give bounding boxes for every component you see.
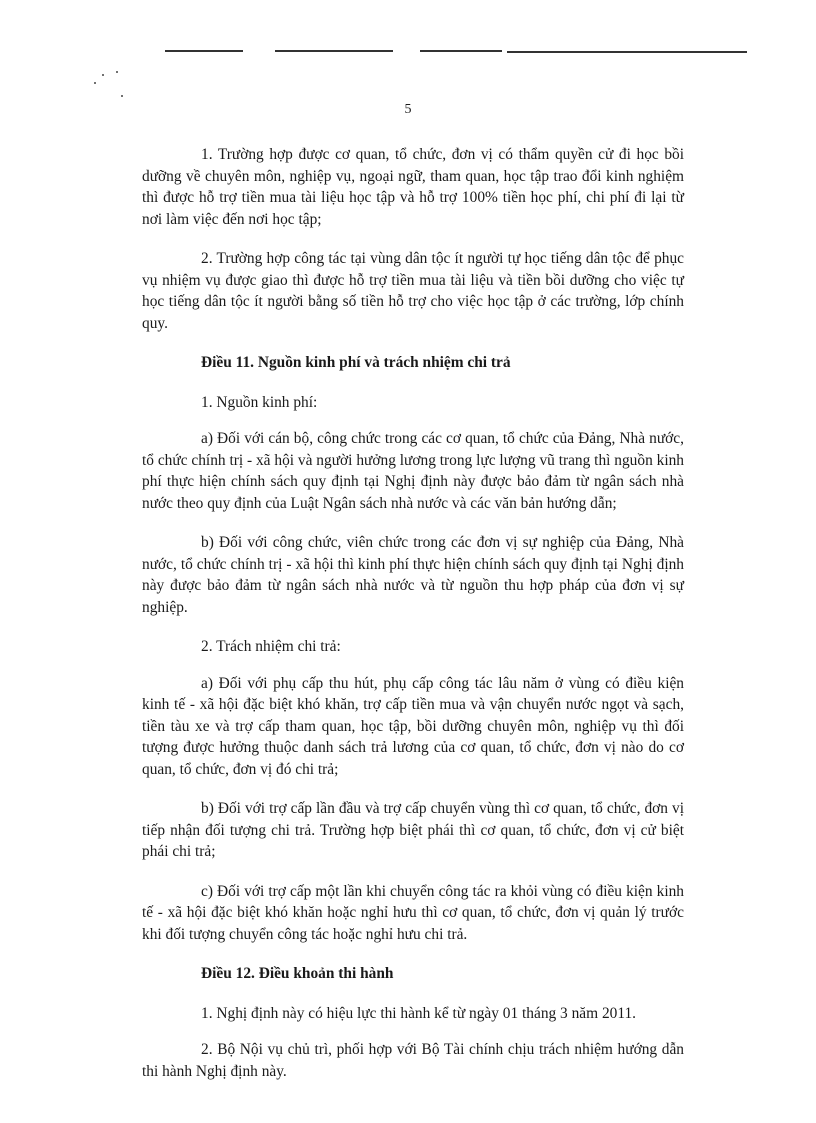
article-11-heading: Điều 11. Nguồn kinh phí và trách nhiệm chi trả xyxy=(201,354,511,371)
paragraph: 1. Nghị định này có hiệu lực thi hành kể từ ngày 01 tháng 3 năm 2011. xyxy=(201,1004,637,1022)
header-rule-segment xyxy=(507,51,747,53)
article-12-heading: Điều 12. Điều khoản thi hành xyxy=(201,965,394,982)
header-rule-segment xyxy=(275,50,393,52)
scan-speck xyxy=(121,95,123,97)
scan-speck xyxy=(102,74,104,76)
document-body xyxy=(142,144,684,1100)
scan-speck xyxy=(94,82,96,84)
paragraph: c) Đối với trợ cấp một lần khi chuyển công tác ra khỏi vùng có điều kiện kinh tế - xã hội đặc biệt khó khăn hoặc nghỉ hưu thì cơ quan, tổ chức, đơn vị quản lý trước khi đối tượng chuyển công tác hoặc nghỉ hưu chi trả. xyxy=(142,882,684,943)
paragraph: b) Đối với trợ cấp lần đầu và trợ cấp chuyển vùng thì cơ quan, tổ chức, đơn vị tiếp nhận đối tượng chi trả. Trường hợp biệt phái thì cơ quan, tổ chức, đơn vị cử biệt phái chi trả; xyxy=(142,800,684,860)
header-rule-segment xyxy=(165,50,243,52)
page-number: 5 xyxy=(404,102,412,117)
paragraph: 2. Bộ Nội vụ chủ trì, phối hợp với Bộ Tài chính chịu trách nhiệm hướng dẫn thi hành Nghị định này. xyxy=(142,1041,684,1080)
paragraph: 1. Trường hợp được cơ quan, tổ chức, đơn vị có thẩm quyền cử đi học bồi dưỡng về chuyên môn, nghiệp vụ, ngoại ngữ, tham quan, học tập trao đổi kinh nghiệm thì được hỗ trợ tiền mua tài liệu học tập và hỗ trợ 100% tiền học phí, chi phí đi lại từ nơi làm việc đến nơi học tập; xyxy=(142,146,684,228)
header-rule-segment xyxy=(420,50,502,52)
paragraph: 1. Nguồn kinh phí: xyxy=(201,393,318,411)
paragraph: 2. Trách nhiệm chi trả: xyxy=(201,638,341,655)
paragraph: a) Đối với phụ cấp thu hút, phụ cấp công tác lâu năm ở vùng có điều kiện kinh tế - xã hội đặc biệt khó khăn, trợ cấp tiền mua và vận chuyển nước ngọt và sạch, tiền tàu xe và trợ cấp tham quan, học tập, bồi dưỡng chuyên môn, nghiệp vụ thì đối tượng được hưởng thuộc danh sách trả lương của cơ quan, tổ chức, đơn vị nào do cơ quan, tổ chức, đơn vị đó chi trả; xyxy=(142,674,684,778)
paragraph: b) Đối với công chức, viên chức trong các đơn vị sự nghiệp của Đảng, Nhà nước, tổ chức chính trị - xã hội thì kinh phí thực hiện chính sách quy định tại Nghị định này được bảo đảm từ ngân sách nhà nước và từ nguồn thu hợp pháp của đơn vị sự nghiệp. xyxy=(142,534,684,616)
paragraph: 2. Trường hợp công tác tại vùng dân tộc ít người tự học tiếng dân tộc để phục vụ nhiệm vụ được giao thì được hỗ trợ tiền mua tài liệu và tiền bồi dưỡng cho việc tự học tiếng dân tộc ít người bằng số tiền hỗ trợ cho việc học tập ở các trường, lớp chính quy. xyxy=(142,250,684,332)
paragraph: a) Đối với cán bộ, công chức trong các cơ quan, tổ chức của Đảng, Nhà nước, tổ chức chính trị - xã hội và người hưởng lương trong lực lượng vũ trang thì nguồn kinh phí thực hiện chính sách quy định tại Nghị định này được bảo đảm từ ngân sách nhà nước theo quy định của Luật Ngân sách nhà nước và các văn bản hướng dẫn; xyxy=(142,430,684,512)
scan-speck xyxy=(116,71,118,73)
